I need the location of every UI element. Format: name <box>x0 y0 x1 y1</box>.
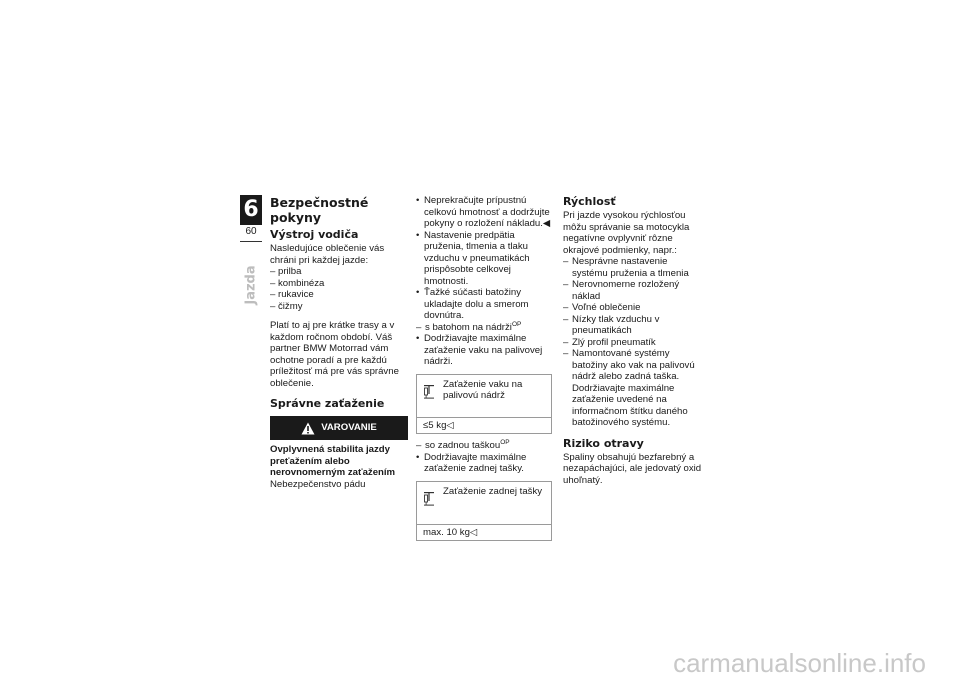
tank-bag-spec-label: Zaťaženie vaku na palivovú nádrž <box>443 378 523 401</box>
rear-bag-spec-label: Zaťaženie zadnej tašky <box>443 485 543 497</box>
subsection-correct-load: Správne zaťaženie <box>270 397 385 410</box>
list-item: – Nerovnomerne rozložený náklad <box>563 279 703 302</box>
list-item: – kombinéza <box>270 278 408 290</box>
list-item: – so zadnou taškou$^{OP}$ <box>416 440 552 452</box>
list-item: • Neprekračujte prípustnú celkovú hmotnosť a dodržujte pokyny o rozložení nákladu.◀ <box>416 195 552 230</box>
list-item: – rukavice <box>270 289 408 301</box>
list-item: – Voľné oblečenie <box>563 302 703 314</box>
rear-bag-condition <box>416 440 552 452</box>
subsection-rider-equipment: Výstroj vodiča <box>270 228 359 241</box>
column-3 <box>563 195 703 486</box>
weight-icon <box>423 383 435 399</box>
weight-icon <box>423 490 435 506</box>
tank-bag-spec-value: ≤5 kg◁ <box>417 417 551 434</box>
rear-bag-spec-value: max. 10 kg◁ <box>417 524 551 541</box>
column-2 <box>416 195 552 547</box>
equipment-intro: Nasledujúce oblečenie vás chráni pri každej jazde: <box>270 243 385 266</box>
rear-bag-bullets <box>416 452 552 475</box>
warning-heading: Ovplyvnená stabilita jazdy preťažením alebo nerovnomerným zaťažením <box>270 444 396 478</box>
list-item: • Ťažké súčasti batožiny ukladajte dolu a smerom dovnútra. <box>416 287 552 322</box>
equipment-list <box>270 266 408 312</box>
poisoning-paragraph: Spaliny obsahujú bezfarebný a nezapáchajúci, ale jedovatý oxid uhoľnatý. <box>563 451 702 486</box>
list-item: • Dodržiavajte maximálne zaťaženie zadnej tašky. <box>416 452 552 475</box>
warning-label: VAROVANIE <box>321 422 377 434</box>
warning-text: Nebezpečenstvo pádu <box>270 478 366 490</box>
speed-factors-list <box>563 256 703 429</box>
column-1 <box>270 195 408 490</box>
tank-bag-condition <box>416 322 552 334</box>
tank-bag-bullets <box>416 333 552 368</box>
list-item: – čižmy <box>270 301 408 313</box>
subsection-speed: Rýchlosť <box>563 195 616 208</box>
tank-bag-spec-box <box>416 374 552 435</box>
load-bullets-1 <box>416 195 552 322</box>
chapter-number: 6 <box>240 195 262 225</box>
list-item: • Dodržiavajte maximálne zaťaženie vaku na palivovej nádrži. <box>416 333 552 368</box>
list-item: – Zlý profil pneumatík <box>563 337 703 349</box>
warning-icon <box>301 422 315 435</box>
section-title: Bezpečnostné pokyny <box>270 195 369 225</box>
chapter-divider <box>240 241 262 242</box>
list-item: – s batohom na nádrži$^{OP}$ <box>416 322 552 334</box>
list-item: • Nastavenie predpätia pruženia, tlmenia a tlaku vzduchu v pneumatikách prispôsobte celkovej hmotnosti. <box>416 230 552 288</box>
watermark: carmanualsonline.info <box>673 648 926 678</box>
page-number: 60 <box>245 226 257 237</box>
subsection-poisoning-risk: Riziko otravy <box>563 436 644 450</box>
list-item: – Nesprávne nastavenie systému pruženia a tlmenia <box>563 256 703 279</box>
chapter-name: Jazda <box>243 265 259 305</box>
list-item: – prilba <box>270 266 408 278</box>
equipment-paragraph: Platí to aj pre krátke trasy a v každom ročnom období. Váš partner BMW Motorrad vám ochotne poradí a pre každú príležitosť má pre vás správne oblečenie. <box>270 320 399 389</box>
warning-banner <box>270 416 408 440</box>
list-item: – Namontované systémy batožiny ako vak na palivovú nádrž alebo zadná taška. Dodržiavajte maximálne zaťaženie uvedené na informačnom štítku daného batožinového systému. <box>563 348 703 429</box>
speed-intro: Pri jazde vysokou rýchlosťou môžu správanie sa motocykla negatívne ovplyvniť rôzne okrajové podmienky, napr.: <box>563 210 690 256</box>
rear-bag-spec-box <box>416 481 552 542</box>
list-item: – Nízky tlak vzduchu v pneumatikách <box>563 314 703 337</box>
